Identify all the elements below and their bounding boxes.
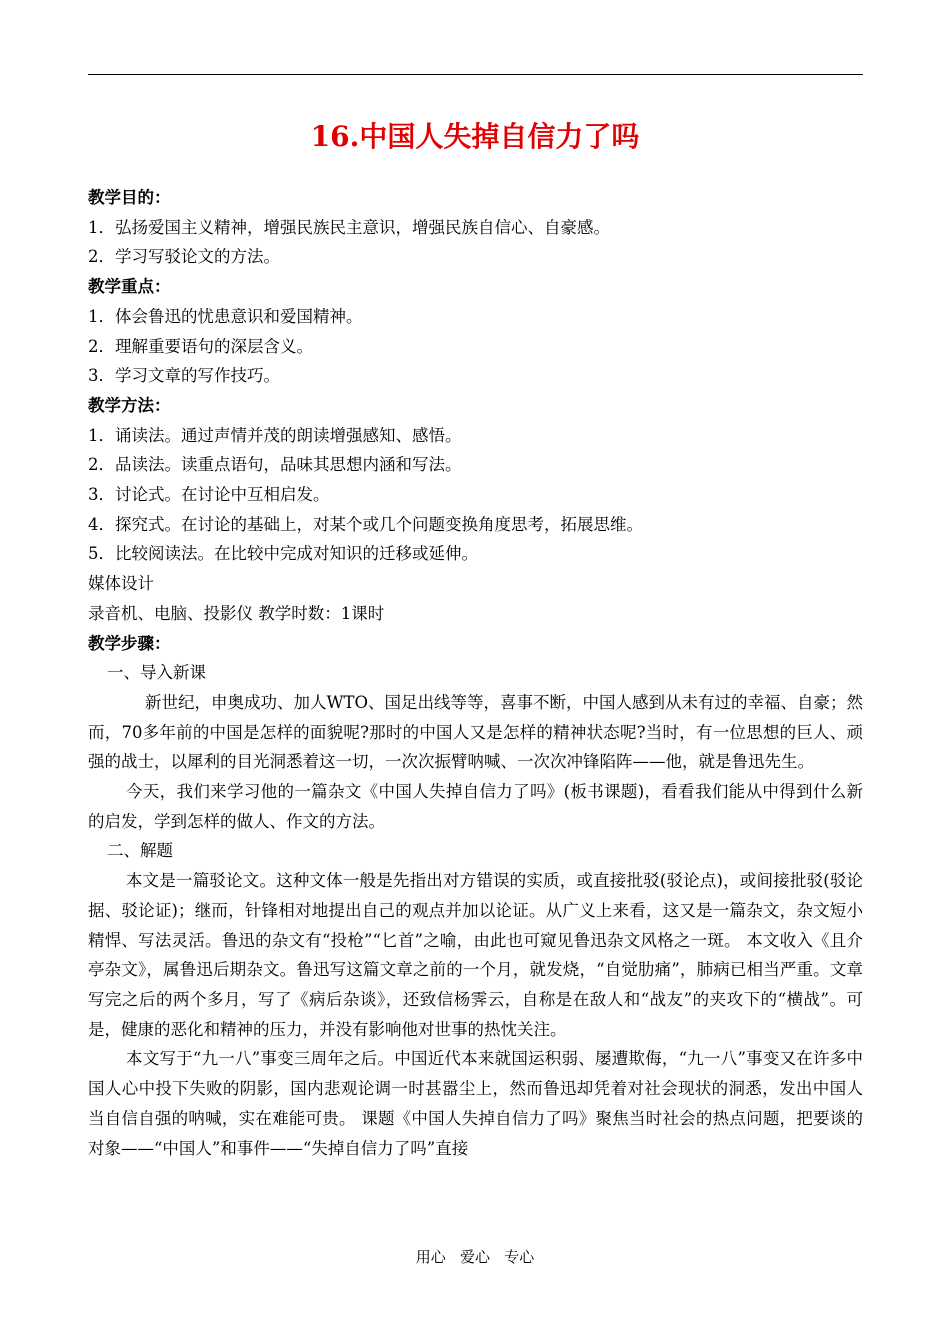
header-rule [88,74,863,75]
step-heading-intro: 一、导入新课 [107,663,206,683]
goals-heading: 教学目的： [88,188,171,207]
intro-paragraph: 新世纪，申奥成功、加人WTO、国足出线等等，喜事不断，中国人感到从未有过的幸福、自豪；然而，70多年前的中国是怎样的面貌呢?那时的中国人又是怎样的精神状态呢?当时，有一位思想的巨人、顽强的战士，以犀利的目光洞悉着这一切，一次次振臂呐喊、一次次冲锋陷阵——他，就是鲁迅先生。 [88,692,863,772]
focus-item: 2．理解重要语句的深层含义。 [88,336,313,356]
focus-item: 1．体会鲁迅的忧患意识和爱国精神。 [88,306,363,326]
step-heading-title-analysis: 二、解题 [107,841,173,861]
focus-heading: 教学重点： [88,277,171,297]
goal-item: 1．弘扬爱国主义精神，增强民族民主意识，增强民族自信心、自豪感。 [88,217,610,237]
document-body [88,183,863,1163]
method-item: 4．探究式。在讨论的基础上，对某个或几个问题变换角度思考，拓展思维。 [88,514,643,534]
intro-paragraph: 今天，我们来学习他的一篇杂文《中国人失掉自信力了吗》(板书课题)，看看我们能从中得到什么新的启发，学到怎样的做人、作文的方法。 [88,782,863,831]
analysis-paragraph: 本文写于“九一八”事变三周年之后。中国近代本来就国运积弱、屡遭欺侮，“九一八”事变又在许多中国人心中投下失败的阴影，国内悲观论调一时甚嚣尘上，然而鲁迅却凭着对社会现状的洞悉，发出中国人当自信自强的呐喊，实在难能可贵。 课题《中国人失掉自信力了吗》聚焦当时社会的热点问题，把要谈的对象——“中国人”和事件——“失掉自信力了吗”直接 [88,1049,863,1158]
focus-item: 3．学习文章的写作技巧。 [88,366,280,386]
steps-heading: 教学步骤： [88,633,171,653]
method-item: 1．诵读法。通过声情并茂的朗读增强感知、感悟。 [88,425,462,445]
media-line: 录音机、电脑、投影仪 教学时数：1课时 [88,603,385,623]
method-item: 2．品读法。读重点语句，品味其思想内涵和写法。 [88,455,462,475]
analysis-paragraph: 本文是一篇驳论文。这种文体一般是先指出对方错误的实质，或直接批驳(驳论点)，或间接批驳(驳论据、驳论证)；继而，针锋相对地提出自己的观点并加以论证。从广义上来看，这又是一篇杂文，杂文短小精悍、写法灵活。鲁迅的杂文有“投枪”“匕首”之喻，由此也可窥见鲁迅杂文风格之一斑。 本文收入《且介亭杂文》，属鲁迅后期杂文。鲁迅写这篇文章之前的一个月，就发烧，“自觉肋痛”，肺病已相当严重。文章写完之后的两个多月，写了《病后杂谈》，还致信杨霁云，自称是在敌人和“战友”的夹攻下的“横战”。可是，健康的恶化和精神的压力，并没有影响他对世事的热忱关注。 [88,871,863,1039]
goal-item: 2．学习写驳论文的方法。 [88,247,280,267]
methods-heading: 教学方法： [88,395,171,415]
media-label: 媒体设计 [88,574,154,594]
method-item: 3．讨论式。在讨论中互相启发。 [88,485,330,505]
method-item: 5．比较阅读法。在比较中完成对知识的迁移或延伸。 [88,544,478,564]
page-footer: 用心 爱心 专心 [415,1248,535,1266]
document-title: 16.中国人失掉自信力了吗 [310,120,640,153]
